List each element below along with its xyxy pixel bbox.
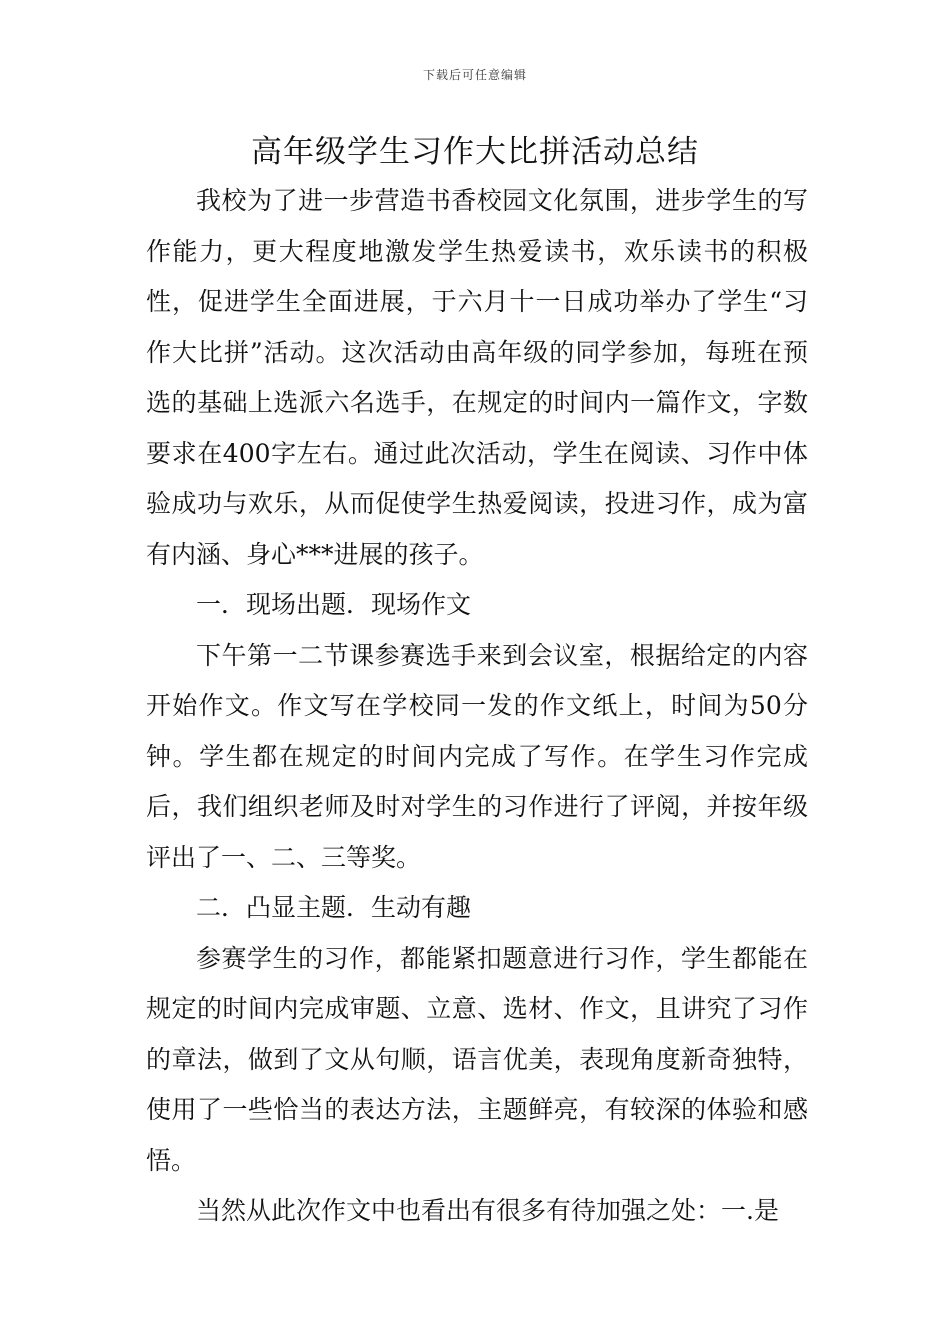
- section-heading-2: 二．凸显主题．生动有趣: [196, 893, 472, 922]
- paragraph-closing: 当然从此次作文中也看出有很多有待加强之处：一.是: [196, 1196, 779, 1225]
- document-body: [146, 176, 808, 1237]
- paragraph-section-2: 参赛学生的习作，都能紧扣题意进行习作，学生都能在规定的时间内完成审题、立意、选材、作文，且讲究了习作的章法，做到了文从句顺，语言优美，表现角度新奇独特，使用了一些恰当的表达方法，主题鲜亮，有较深的体验和感悟。: [146, 943, 808, 1175]
- section-heading-1: 一．现场出题．现场作文: [196, 590, 472, 619]
- page-header-note: 下载后可任意编辑: [422, 68, 527, 82]
- paragraph-intro: 我校为了进一步营造书香校园文化氛围，进步学生的写作能力，更大程度地激发学生热爱读书，欢乐读书的积极性，促进学生全面进展，于六月十一日成功举办了学生“习作大比拼”活动。这次活动由高年级的同学参加，每班在预选的基础上选派六名选手，在规定的时间内一篇作文，字数要求在400字左右。通过此次活动，学生在阅读、习作中体验成功与欢乐，从而促使学生热爱阅读，投进习作，成为富有内涵、身心***进展的孩子。: [146, 186, 808, 569]
- document-title: 高年级学生习作大比拼活动总结: [251, 134, 699, 170]
- paragraph-section-1: 下午第一二节课参赛选手来到会议室，根据给定的内容开始作文。作文写在学校同一发的作文纸上，时间为50分钟。学生都在规定的时间内完成了写作。在学生习作完成后，我们组织老师及时对学生的习作进行了评阅，并按年级评出了一、二、三等奖。: [146, 640, 808, 872]
